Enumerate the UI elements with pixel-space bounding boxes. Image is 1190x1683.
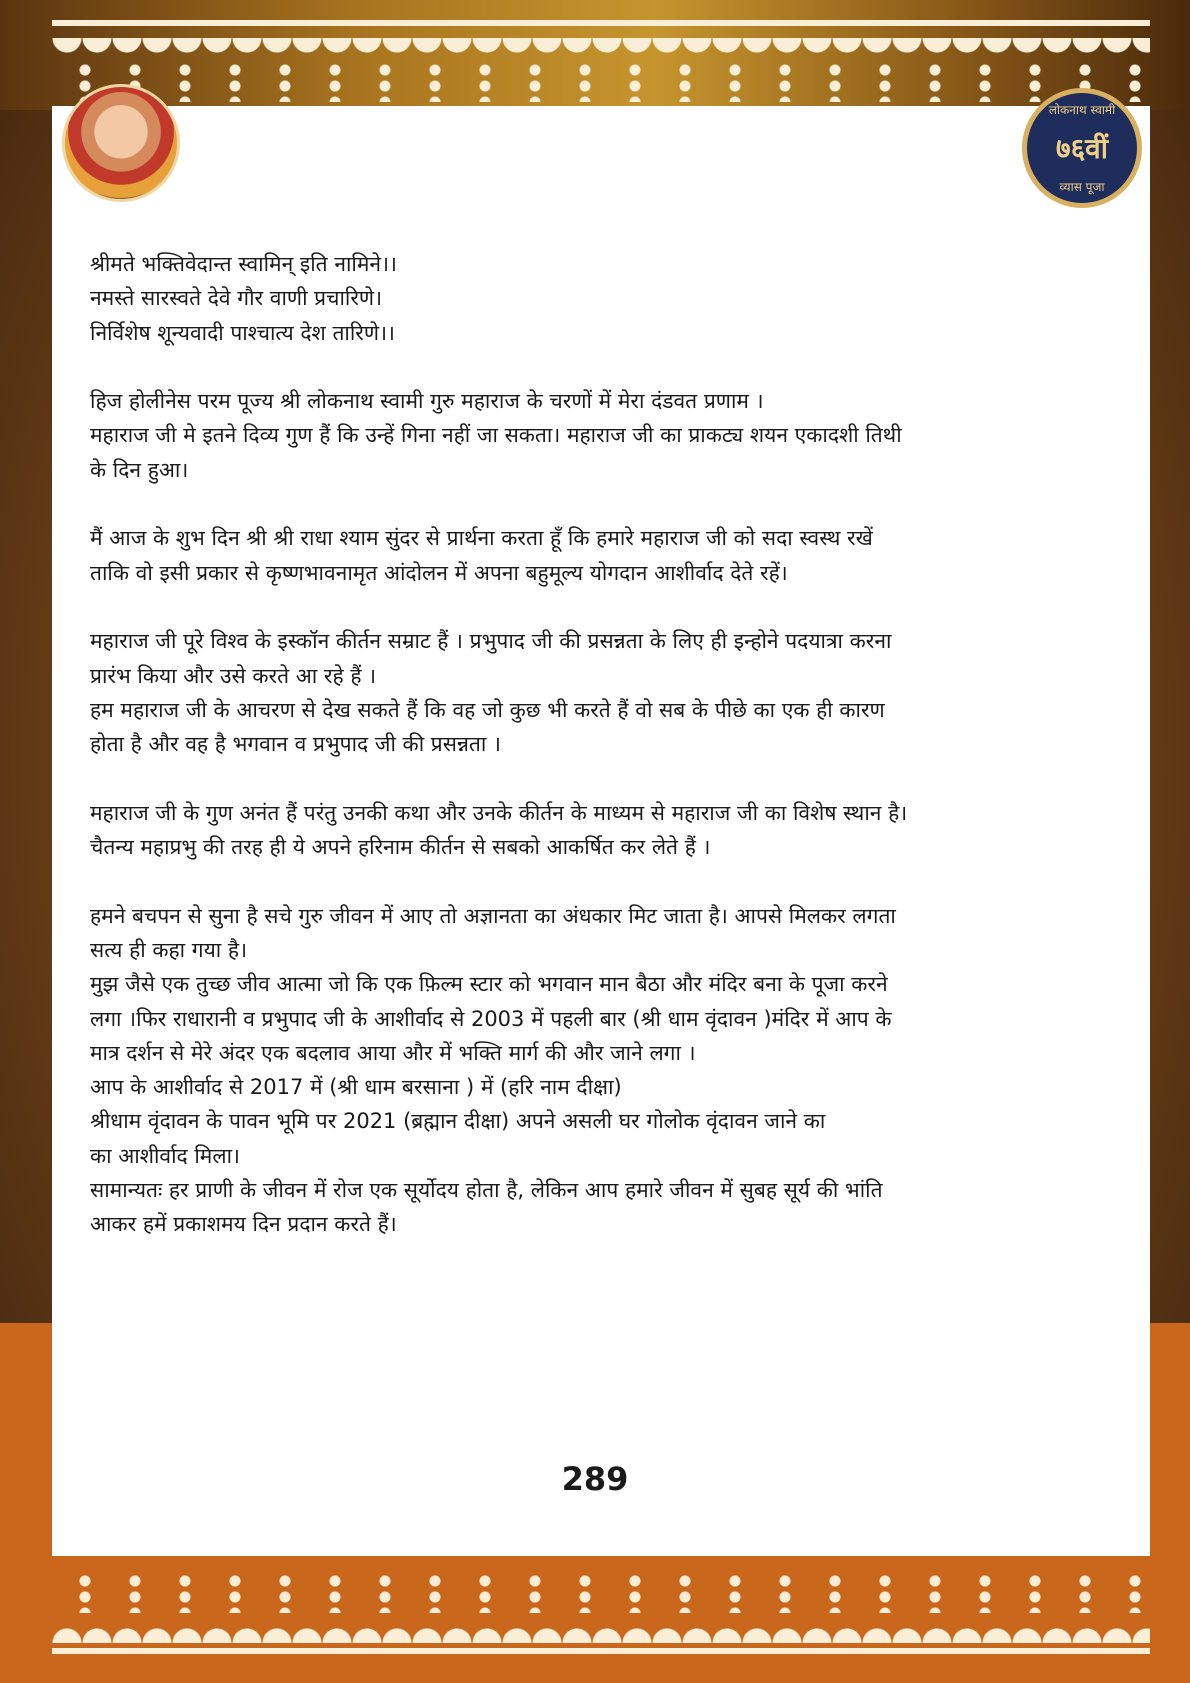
- text-line: महाराज जी के गुण अनंत हैं परंतु उनकी कथा और उनके कीर्तन के माध्यम से महाराज जी का विशेष स्थान है।: [90, 800, 908, 825]
- text-line: नमस्ते सारस्वते देवे गौर वाणी प्रचारिणे।: [90, 286, 383, 311]
- page-number: 289: [561, 1460, 629, 1498]
- top-dot-border: [60, 62, 1150, 102]
- blank-line: [90, 864, 1090, 898]
- text-line: आप के आशीर्वाद से 2017 में (श्री धाम बरसाना ) में (हरि नाम दीक्षा): [90, 1075, 622, 1100]
- text-line: ताकि वो इसी प्रकार से कृष्णभावनामृत आंदोलन में अपना बहुमूल्य योगदान आशीर्वाद देते रहें।: [90, 560, 788, 585]
- text-line: महाराज जी पूरे विश्व के इस्कॉन कीर्तन सम्राट हैं । प्रभुपाद जी की प्रसन्नता के लिए ही इन्होने पदयात्रा करना: [90, 629, 892, 654]
- text-line: हमने बचपन से सुना है सचे गुरु जीवन में आए तो अज्ञानता का अंधकार मिट जाता है। आपसे मिलकर लगता: [90, 903, 896, 928]
- text-line: महाराज जी मे इतने दिव्य गुण हैं कि उन्हें गिना नहीं जा सकता। महाराज जी का प्राकट्य शयन एकादशी तिथी: [90, 423, 902, 448]
- text-line: मैं आज के शुभ दिन श्री श्री राधा श्याम सुंदर से प्रार्थना करता हूँ कि हमारे महाराज जी को सदा स्वस्थ रखें: [90, 526, 873, 551]
- guru-photo: [62, 84, 180, 202]
- top-scallop-border: [52, 38, 1150, 60]
- vyasa-puja-seal: [1022, 88, 1142, 208]
- text-line: चैतन्य महाप्रभु की तरह ही ये अपने हरिनाम कीर्तन से सबको आकर्षित कर लेते हैं ।: [90, 835, 711, 860]
- text-line: के दिन हुआ।: [90, 457, 189, 482]
- text-line: लगा ।फिर राधारानी व प्रभुपाद जी के आशीर्वाद से 2003 में पहली बार (श्री धाम वृंदावन )मंदिर में आप के: [90, 1006, 892, 1031]
- bottom-scallop-border: [52, 1621, 1150, 1643]
- text-line: हिज होलीनेस परम पूज्य श्री लोकनाथ स्वामी गुरु महाराज के चरणों में मेरा दंडवत प्रणाम ।: [90, 389, 764, 414]
- text-line: मुझ जैसे एक तुच्छ जीव आत्मा जो कि एक फ़िल्म स्टार को भगवान मान बैठा और मंदिर बना के पूजा करने: [90, 972, 888, 997]
- offering-text: [90, 247, 1090, 1242]
- text-line: आकर हमें प्रकाशमय दिन प्रदान करते हैं।: [90, 1212, 397, 1237]
- blank-line: [90, 761, 1090, 795]
- text-line: श्रीधाम वृंदावन के पावन भूमि पर 2021 (ब्रह्मान दीक्षा) अपने असली घर गोलोक वृंदावन जाने का: [90, 1109, 826, 1134]
- text-line: श्रीमते भक्तिवेदान्त स्वामिन् इति नामिने।।: [90, 252, 397, 276]
- seal-top-text: लोकनाथ स्वामी: [1048, 103, 1116, 117]
- bottom-dot-border: [60, 1573, 1150, 1613]
- top-rule: [52, 20, 1150, 26]
- text-line: निर्विशेष शून्यवादी पाश्चात्य देश तारिणे।।: [90, 320, 395, 345]
- seal-bottom-text: व्यास पूजा: [1059, 180, 1105, 194]
- text-line: होता है और वह है भगवान व प्रभुपाद जी की प्रसन्नता ।: [90, 732, 501, 757]
- text-line: मात्र दर्शन से मेरे अंदर एक बदलाव आया और में भक्ति मार्ग की और जाने लगा ।: [90, 1040, 696, 1065]
- blank-line: [90, 487, 1090, 521]
- text-line: हम महाराज जी के आचरण से देख सकते हैं कि वह जो कुछ भी करते हैं वो सब के पीछे का एक ही कारण: [90, 697, 885, 722]
- blank-line: [90, 350, 1090, 384]
- bottom-rule: [52, 1648, 1150, 1654]
- text-line: प्रारंभ किया और उसे करते आ रहे हैं ।: [90, 663, 377, 688]
- text-line: सत्य ही कहा गया है।: [90, 937, 248, 962]
- blank-line: [90, 590, 1090, 624]
- text-line: का आशीर्वाद मिला।: [90, 1143, 240, 1168]
- seal-number: ७६वीं: [1056, 132, 1108, 165]
- text-line: सामान्यतः हर प्राणी के जीवन में रोज एक सूर्योदय होता है, लेकिन आप हमारे जीवन में सुबह सूर्य की भांति: [90, 1178, 883, 1203]
